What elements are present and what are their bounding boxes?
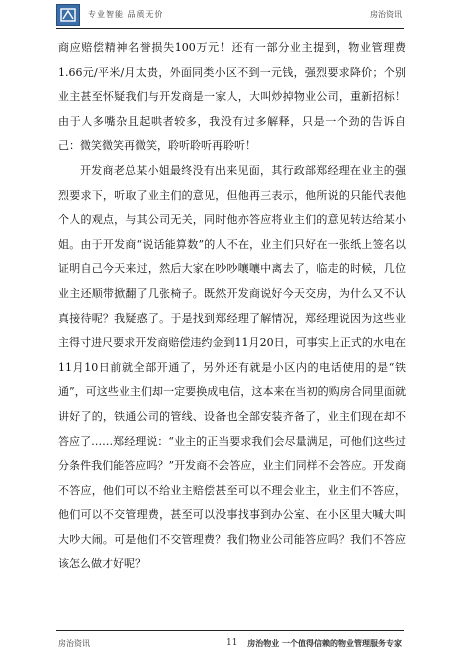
footer-divider (56, 630, 404, 631)
header-slogan: 专业智能 品质无价 (88, 10, 164, 19)
header-right-text: 房治资讯 (370, 10, 402, 19)
footer-left-text: 房治资讯 (58, 639, 90, 648)
page-number: 11 (226, 638, 238, 648)
paragraph-continuation: 商应赔偿精神名誉损失100万元！还有一部分业主提到，物业管理费1.66元/平米/月太贵，外面同类小区不到一元钱，强烈要求降价；个别业主甚至怀疑我们与开发商是一家人，大叫炒掉物业公司，重新招标！由于人多嘴杂且起哄者较多，我没有过多解释，只是一个劲的告诉自己：微笑微笑再微笑，聆听聆听再聆听！ (58, 41, 406, 153)
footer-tagline: 房治物业 一个值得信赖的物业管理服务专家 (247, 638, 402, 648)
document-body (58, 36, 406, 577)
paragraph: 开发商老总某小姐最终没有出来见面，其行政部郑经理在业主的强烈要求下，听取了业主们的意见，但他再三表示，他所说的只能代表他个人的观点，与其公司无关，同时他亦答应将业主们的意见转达给某小姐。由于开发商“说话能算数”的人不在，业主们只好在一张纸上签名以证明自己今天来过，然后大家在吵吵嚷嚷中离去了，临走的时候，几位业主还顺带掀翻了几张椅子。既然开发商说好今天交房，为什么又不认真接待呢？我疑惑了。于是找到郑经理了解情况，郑经理说因为这些业主得寸进尺要求开发商赔偿违约金到11月20日，可事实上正式的水电在11月10日前就全部开通了，另外还有就是小区内的电话使用的是“铁通”，可这些业主们却一定要换成电信，这本来在当初的购房合同里面就讲好了的，铁通公司的管线、设备也全部安装齐备了，业主们现在却不答应了……郑经理说：“业主的正当要求我们会尽量满足，可他们这些过分条件我们能答应吗？”开发商不会答应，业主们同样不会答应。开发商不答应，他们可以不给业主赔偿甚至可以不理会业主，业主们不答应，他们可以不交管理费，甚至可以没事找事到办公室、在小区里大喊大叫大吵大闹。可是他们不交管理费？我们物业公司能答应吗？我们不答应该怎么做才好呢？ (58, 163, 406, 571)
company-logo-icon (56, 4, 80, 26)
page-footer (0, 638, 460, 658)
header-divider (56, 28, 404, 29)
